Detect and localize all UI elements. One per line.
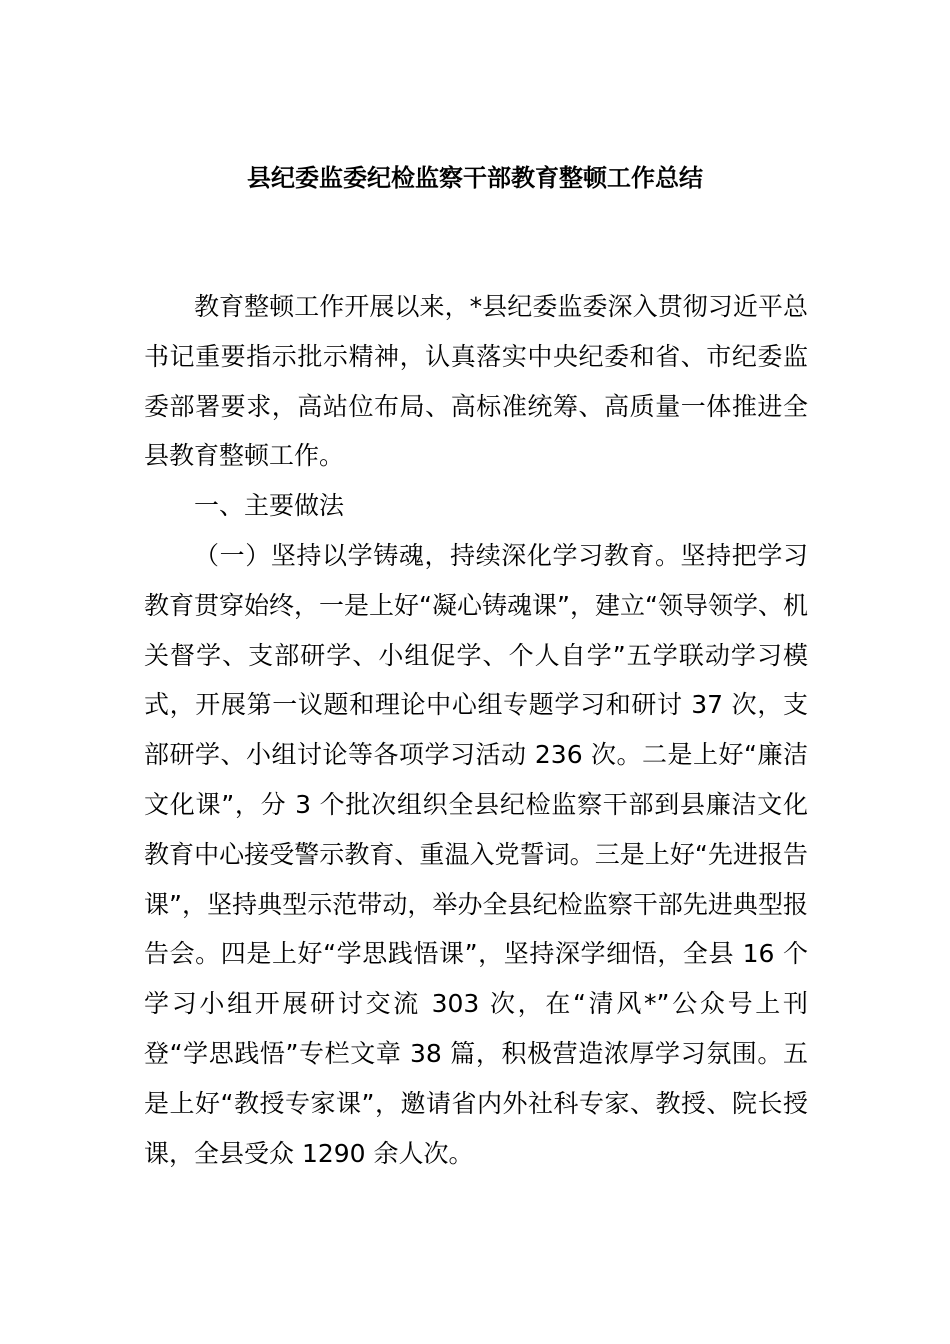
paragraph-intro: 教育整顿工作开展以来，*县纪委监委深入贯彻习近平总书记重要指示批示精神，认真落实中央纪委和省、市纪委监委部署要求，高站位布局、高标准统筹、高质量一体推进全县教育整顿工作。 bbox=[144, 292, 808, 471]
section-heading: 一、主要做法 bbox=[194, 491, 345, 521]
document-body bbox=[144, 282, 808, 1178]
document-title: 县纪委监委纪检监察干部教育整顿工作总结 bbox=[247, 164, 703, 192]
paragraph-section-1: （一）坚持以学铸魂，持续深化学习教育。坚持把学习教育贯穿始终，一是上好“凝心铸魂课”，建立“领导领学、机关督学、支部研学、小组促学、个人自学”五学联动学习模式，开展第一议题和理论中心组专题学习和研讨 37 次，支部研学、小组讨论等各项学习活动 236 次。二是上好“廉洁文化课”，分 3 个批次组织全县纪检监察干部到县廉洁文化教育中心接受警示教育、重温入党誓词。三是上好“先进报告课”，坚持典型示范带动，举办全县纪检监察干部先进典型报告会。四是上好“学思践悟课”，坚持深学细悟，全县 16 个学习小组开展研讨交流 303 次，在“清风*”公众号上刊登“学思践悟”专栏文章 38 篇，积极营造浓厚学习氛围。五是上好“教授专家课”，邀请省内外社科专家、教授、院长授课，全县受众 1290 余人次。 bbox=[144, 540, 808, 1168]
